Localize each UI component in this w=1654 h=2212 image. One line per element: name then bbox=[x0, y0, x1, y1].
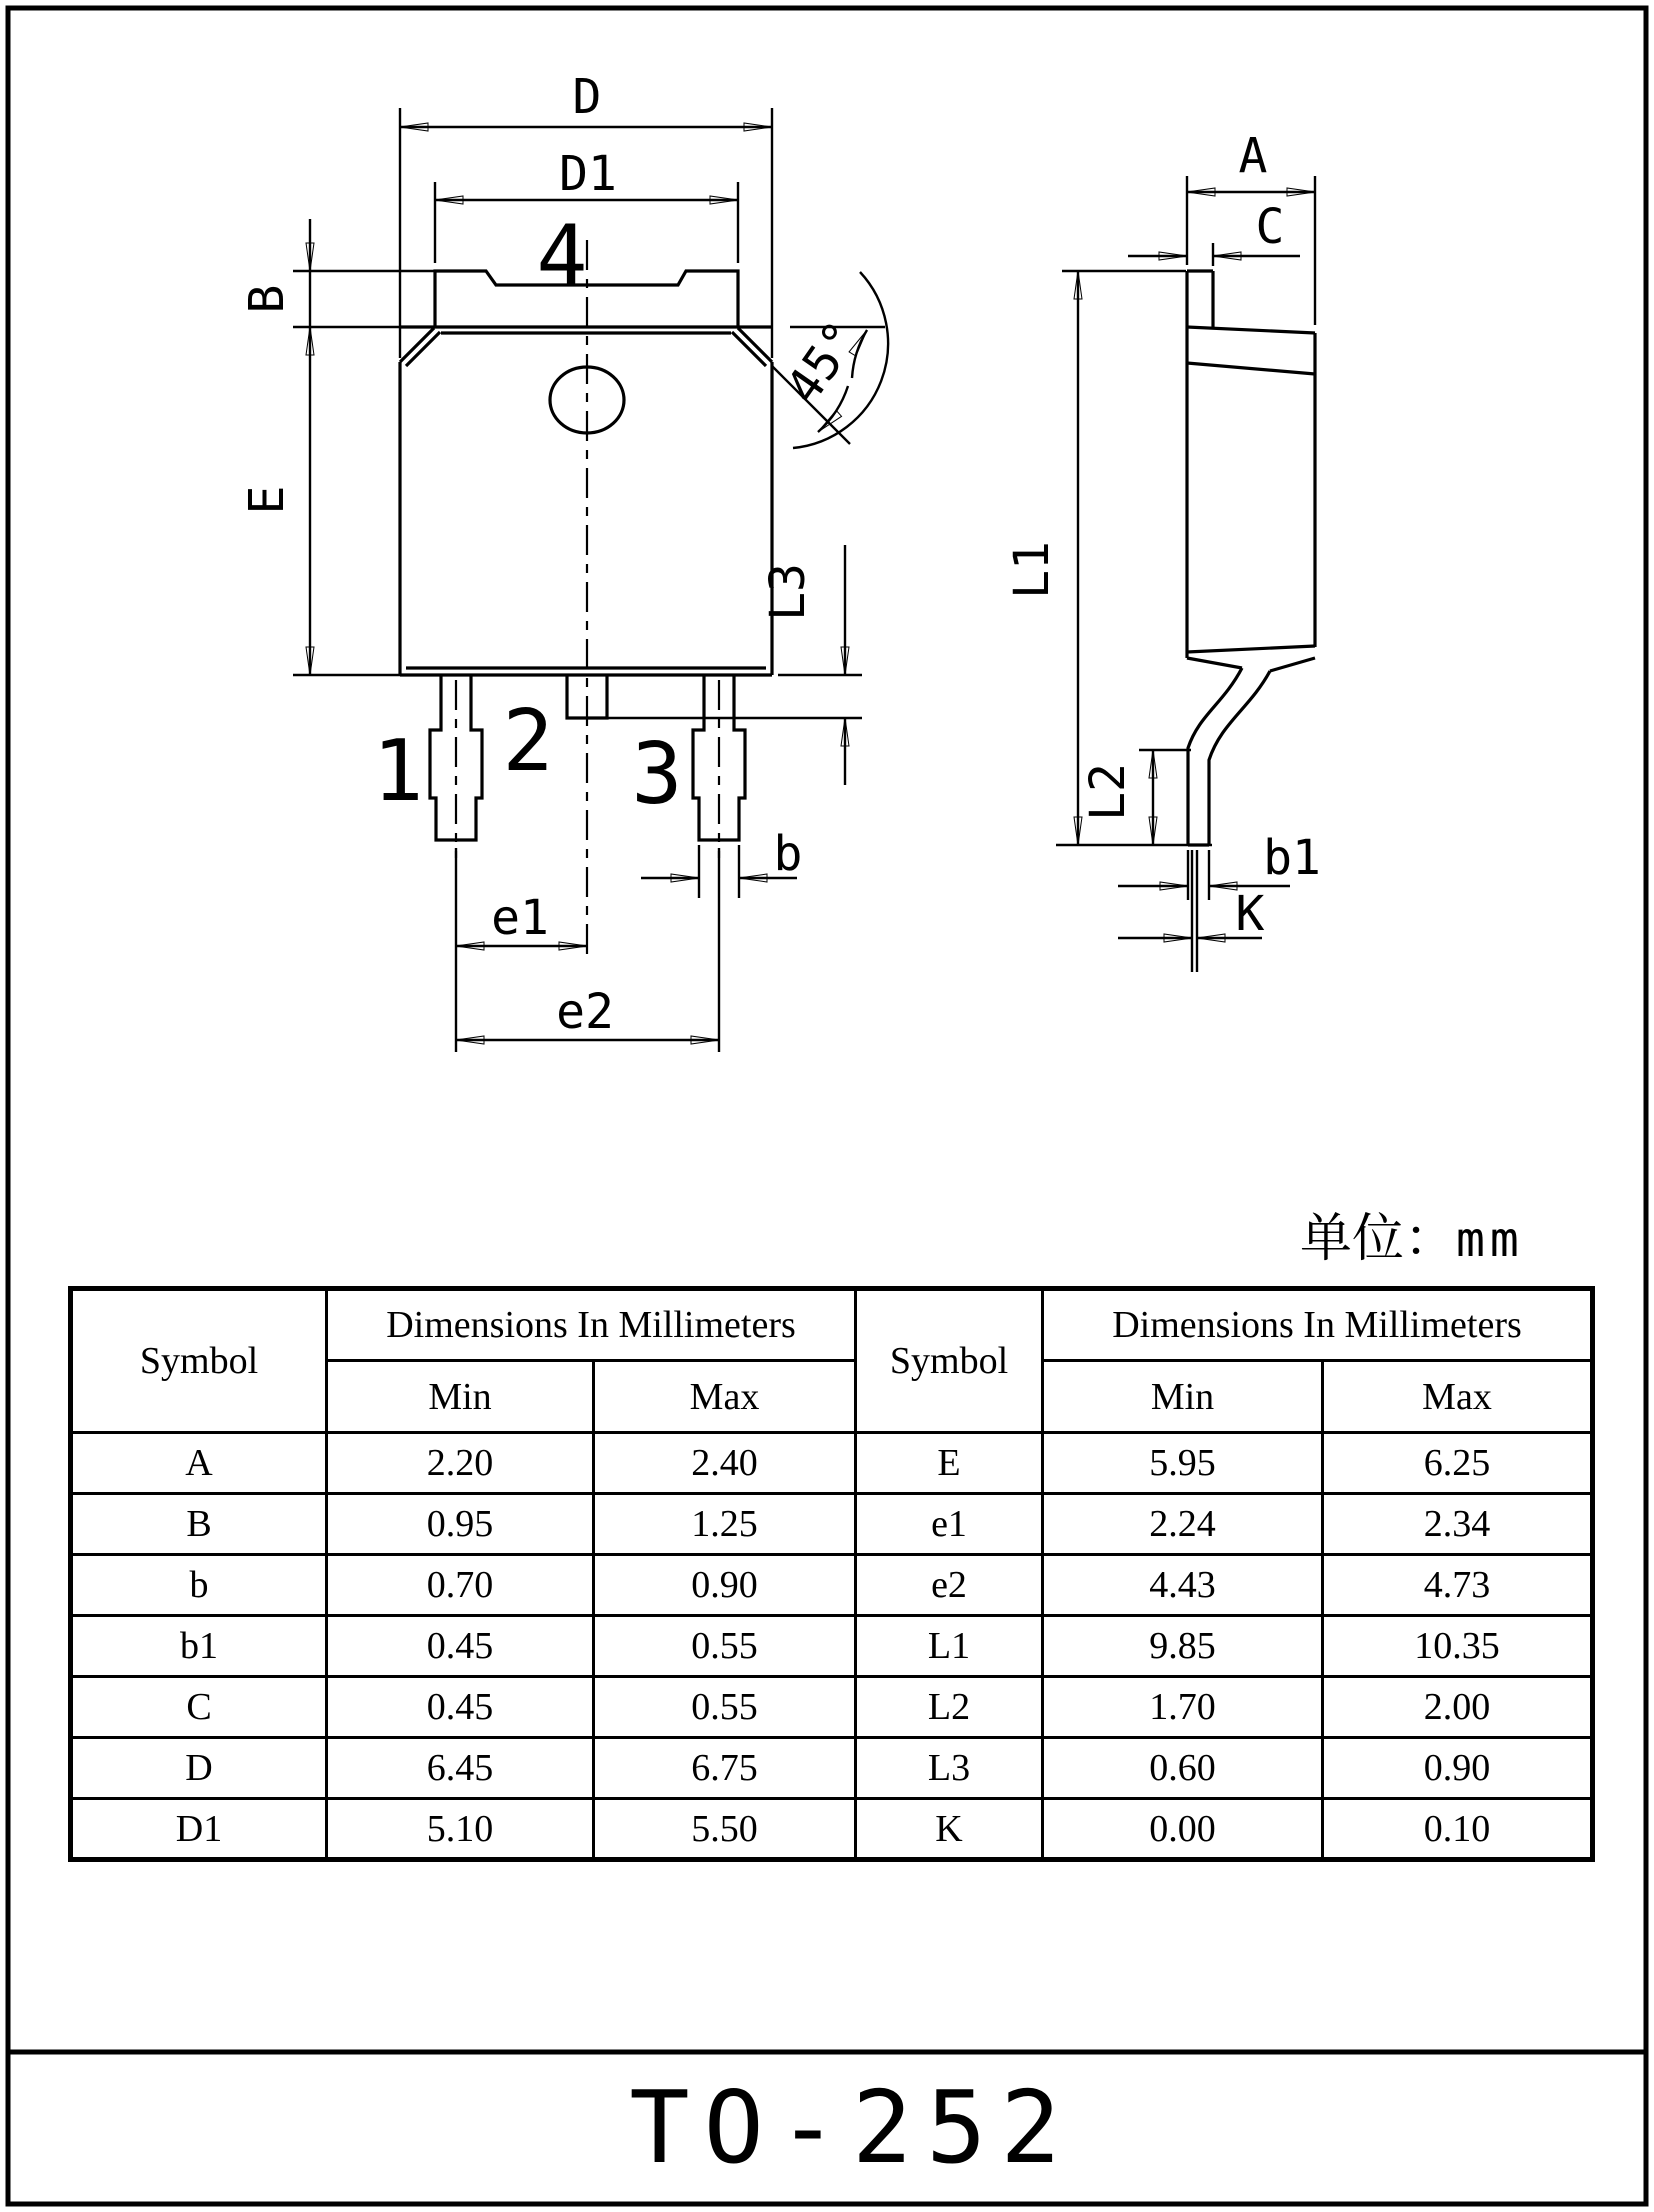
min-header-left: Min bbox=[327, 1361, 594, 1433]
dim-label-b: b bbox=[773, 826, 803, 882]
side-view-outline bbox=[1187, 271, 1315, 845]
table-row bbox=[71, 1494, 1593, 1555]
min-cell: 0.45 bbox=[327, 1677, 594, 1738]
symbol-cell: b1 bbox=[71, 1616, 327, 1677]
symbol-cell: E bbox=[856, 1433, 1043, 1494]
units-note-prefix: 单位： bbox=[1300, 1211, 1457, 1268]
symbol-header-right: Symbol bbox=[856, 1289, 1043, 1433]
min-cell: 2.20 bbox=[327, 1433, 594, 1494]
symbol-cell: C bbox=[71, 1677, 327, 1738]
max-cell: 2.40 bbox=[594, 1433, 856, 1494]
symbol-cell: D bbox=[71, 1738, 327, 1799]
max-cell: 4.73 bbox=[1323, 1555, 1593, 1616]
dim-label-L1: L1 bbox=[1004, 541, 1060, 599]
min-cell: 0.45 bbox=[327, 1616, 594, 1677]
max-cell: 0.90 bbox=[1323, 1738, 1593, 1799]
min-cell: 0.00 bbox=[1043, 1799, 1323, 1860]
table-row bbox=[71, 1433, 1593, 1494]
symbol-cell: B bbox=[71, 1494, 327, 1555]
table-row bbox=[71, 1677, 1593, 1738]
min-cell: 9.85 bbox=[1043, 1616, 1323, 1677]
min-cell: 0.60 bbox=[1043, 1738, 1323, 1799]
dim-label-C: C bbox=[1255, 199, 1285, 255]
max-cell: 0.90 bbox=[594, 1555, 856, 1616]
dim-label-b1: b1 bbox=[1263, 830, 1321, 886]
package-title: TO-252 bbox=[629, 2069, 1075, 2186]
pin2-label: 2 bbox=[502, 692, 554, 791]
symbol-cell: L3 bbox=[856, 1738, 1043, 1799]
dim-label-e2: e2 bbox=[556, 984, 614, 1040]
dim-label-A: A bbox=[1238, 128, 1268, 184]
max-cell: 0.55 bbox=[594, 1616, 856, 1677]
dim-label-L2: L2 bbox=[1080, 763, 1136, 821]
dims-header-left: Dimensions In Millimeters bbox=[327, 1289, 856, 1361]
table-row bbox=[71, 1555, 1593, 1616]
pin1-label: 1 bbox=[372, 722, 424, 821]
symbol-cell: D1 bbox=[71, 1799, 327, 1860]
table-row bbox=[71, 1616, 1593, 1677]
table-row bbox=[71, 1738, 1593, 1799]
min-cell: 5.95 bbox=[1043, 1433, 1323, 1494]
dim-label-K: K bbox=[1235, 886, 1265, 942]
dim-label-D1: D1 bbox=[559, 146, 617, 202]
max-cell: 6.25 bbox=[1323, 1433, 1593, 1494]
pin4-label: 4 bbox=[536, 207, 588, 306]
symbol-cell: K bbox=[856, 1799, 1043, 1860]
min-cell: 0.95 bbox=[327, 1494, 594, 1555]
max-cell: 0.55 bbox=[594, 1677, 856, 1738]
symbol-cell: e1 bbox=[856, 1494, 1043, 1555]
max-cell: 2.00 bbox=[1323, 1677, 1593, 1738]
symbol-cell: L1 bbox=[856, 1616, 1043, 1677]
max-cell: 6.75 bbox=[594, 1738, 856, 1799]
max-cell: 1.25 bbox=[594, 1494, 856, 1555]
dim-label-L3: L3 bbox=[760, 563, 816, 621]
max-cell: 2.34 bbox=[1323, 1494, 1593, 1555]
units-note-value: mm bbox=[1456, 1212, 1524, 1268]
dimensions-table bbox=[68, 1286, 1595, 1862]
min-cell: 4.43 bbox=[1043, 1555, 1323, 1616]
min-cell: 1.70 bbox=[1043, 1677, 1323, 1738]
max-cell: 5.50 bbox=[594, 1799, 856, 1860]
pin3-label: 3 bbox=[631, 725, 683, 824]
symbol-cell: b bbox=[71, 1555, 327, 1616]
min-cell: 5.10 bbox=[327, 1799, 594, 1860]
symbol-header-left: Symbol bbox=[71, 1289, 327, 1433]
max-header-left: Max bbox=[594, 1361, 856, 1433]
dim-label-e1: e1 bbox=[491, 890, 549, 946]
dims-header-right: Dimensions In Millimeters bbox=[1043, 1289, 1593, 1361]
max-cell: 0.10 bbox=[1323, 1799, 1593, 1860]
min-header-right: Min bbox=[1043, 1361, 1323, 1433]
min-cell: 0.70 bbox=[327, 1555, 594, 1616]
min-cell: 6.45 bbox=[327, 1738, 594, 1799]
table-header-row-1 bbox=[71, 1289, 1593, 1361]
symbol-cell: L2 bbox=[856, 1677, 1043, 1738]
dim-label-45deg: 45° bbox=[775, 311, 871, 415]
units-note bbox=[1300, 1196, 1524, 1271]
dim-label-D: D bbox=[572, 69, 602, 125]
min-cell: 2.24 bbox=[1043, 1494, 1323, 1555]
max-header-right: Max bbox=[1323, 1361, 1593, 1433]
table-row bbox=[71, 1799, 1593, 1860]
symbol-cell: e2 bbox=[856, 1555, 1043, 1616]
symbol-cell: A bbox=[71, 1433, 327, 1494]
dim-label-B: B bbox=[239, 284, 295, 314]
dim-label-E: E bbox=[239, 485, 295, 515]
max-cell: 10.35 bbox=[1323, 1616, 1593, 1677]
